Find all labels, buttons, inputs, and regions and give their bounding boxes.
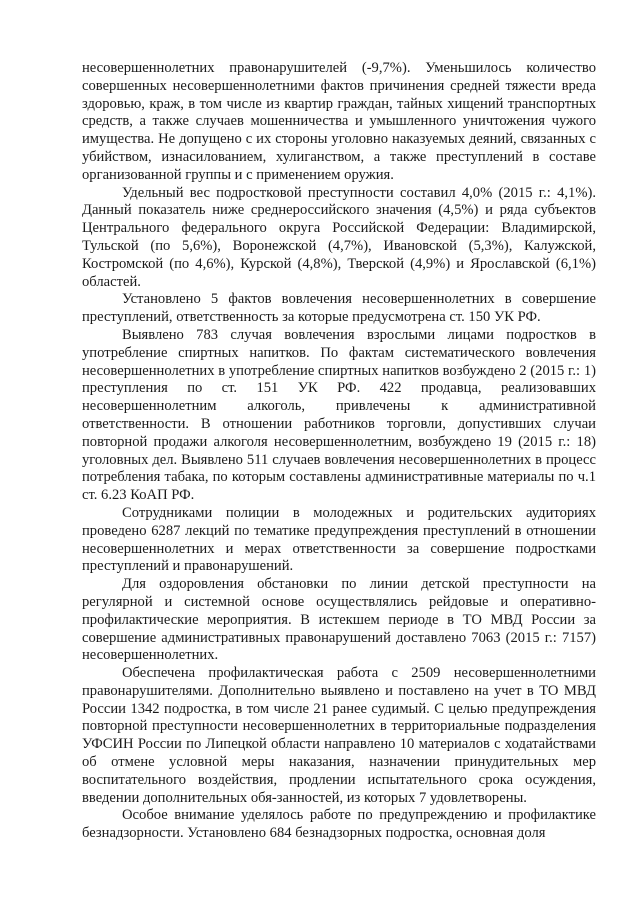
- paragraph-juvenile-crime-share: Удельный вес подростковой преступности составил 4,0% (2015 г.: 4,1%). Данный показатель ниже среднероссийского значения (4,5%) и ряда субъектов Центрального федерального округа Российской Федерации: Владимирской, Тульской (по 5,6%), Воронежской (4,7%), Ивановской (5,3%), Калужской, Костромской (по 4,6%), Курской (4,8%), Тверской (4,9%) и Ярославской (6,1%) областей.: [82, 184, 596, 290]
- paragraph-preventive-work: Обеспечена профилактическая работа с 2509 несовершеннолетними правонарушителями. Дополнительно выявлено и поставлено на учет в ТО МВД России 1342 подростка, в том числе 21 ранее судимый. С целью предупреждения повторной преступности несовершеннолетних в территориальные подразделения УФСИН России по Липецкой области направлено 10 материалов с ходатайствами об отмене условной меры наказания, назначении принудительных мер воспитательного воздействия, продлении испытательного срока осуждения, введении дополнительных обя-занностей, из которых 7 удовлетворены.: [82, 665, 596, 806]
- document-page: [82, 60, 596, 843]
- paragraph-alcohol-involvement: Выявлено 783 случая вовлечения взрослыми лицами подростков в употребление спиртных напитков. По фактам систематического вовлечения несовершеннолетних в употребление спиртных напитков возбуждено 2 (2015 г.: 1) преступления по ст. 151 УК РФ. 422 продавца, реализовавших несовершеннолетним алкоголь, привлечены к административной ответственности. В отношении работников торговли, допустивших случаи повторной продажи алкоголя несовершеннолетним, возбуждено 19 (2015 г.: 18) уголовных дел. Выявлено 511 случаев вовлечения несовершеннолетних в процесс потребления табака, по которым составлены административные материалы по ч.1 ст. 6.23 КоАП РФ.: [82, 326, 596, 504]
- paragraph-neglect-prevention: Особое внимание уделялось работе по предупреждению и профилактике безнадзорности. Установлено 684 безнадзорных подростка, основная доля: [82, 807, 596, 842]
- paragraph-preventive-raids: Для оздоровления обстановки по линии детской преступности на регулярной и системной основе осуществлялись рейдовые и оперативно-профилактические мероприятия. В истекшем периоде в ТО МВД России за совершение административных правонарушений доставлено 7063 (2015 г.: 7157) несовершеннолетних.: [82, 576, 596, 664]
- paragraph-involvement-crimes: Установлено 5 фактов вовлечения несовершеннолетних в совершение преступлений, ответственность за которые предусмотрена ст. 150 УК РФ.: [82, 291, 596, 326]
- paragraph-juvenile-offenders-decrease: несовершеннолетних правонарушителей (-9,7%). Уменьшилось количество совершенных несовершеннолетними фактов причинения средней тяжести вреда здоровью, краж, в том числе из квартир граждан, тайных хищений транспортных средств, а также случаев мошенничества и умышленного уничтожения чужого имущества. Не допущено с их стороны уголовно наказуемых деяний, связанных с убийством, изнасилованием, хулиганством, а также преступлений в составе организованной группы и с применением оружия.: [82, 60, 596, 183]
- paragraph-police-lectures: Сотрудниками полиции в молодежных и родительских аудиториях проведено 6287 лекций по тематике предупреждения преступлений в отношении несовершеннолетних и мерах ответственности за совершение подростками преступлений и правонарушений.: [82, 504, 596, 575]
